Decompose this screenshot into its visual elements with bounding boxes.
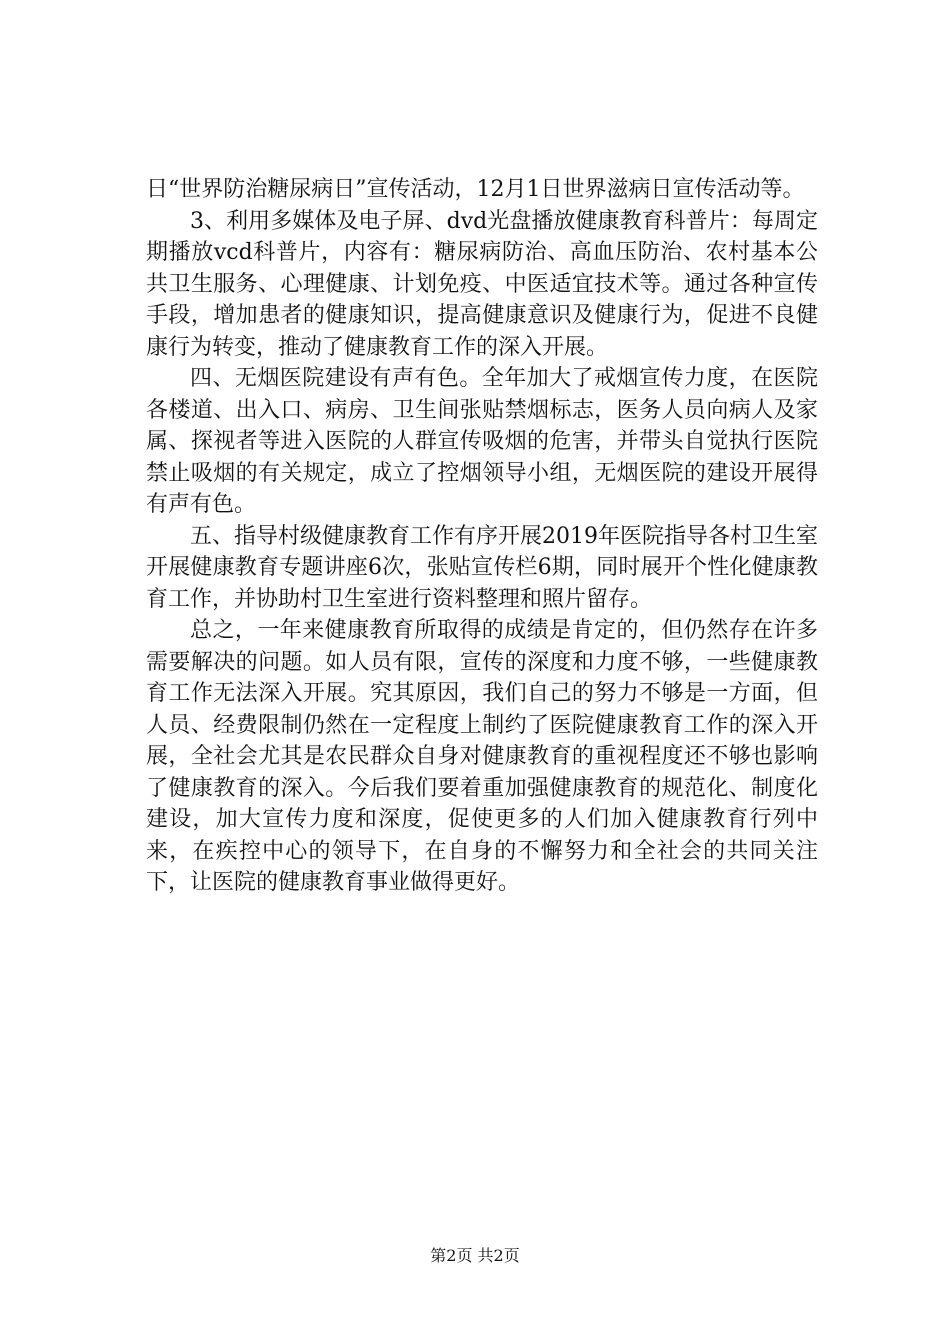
document-body (146, 174, 818, 899)
paragraph-5: 总之，一年来健康教育所取得的成绩是肯定的，但仍然存在许多需要解决的问题。如人员有限，宣传的深度和力度不够，一些健康教育工作无法深入开展。究其原因，我们自己的努力不够是一方面，但人员、经费限制仍然在一定程度上制约了医院健康教育工作的深入开展，全社会尤其是农民群众自身对健康教育的重视程度还不够也影响了健康教育的深入。今后我们要着重加强健康教育的规范化、制度化建设，加大宣传力度和深度，促使更多的人们加入健康教育行列中来，在疾控中心的领导下，在自身的不懈努力和全社会的共同关注下，让医院的健康教育事业做得更好。 (146, 618, 818, 895)
paragraph-1: 日“世界防治糖尿病日”宣传活动，12月1日世界滋病日宣传活动等。 (146, 177, 805, 202)
paragraph-2: 3、利用多媒体及电子屏、dvd光盘播放健康教育科普片：每周定期播放vcd科普片，内容有：糖尿病防治、高血压防治、农村基本公共卫生服务、心理健康、计划免疫、中医适宜技术等。通过各种宣传手段，增加患者的健康知识，提高健康意识及健康行为，促进不良健康行为转变，推动了健康教育工作的深入开展。 (146, 208, 818, 360)
page-number-footer: 第2页 共2页 (430, 1246, 520, 1265)
paragraph-3: 四、无烟医院建设有声有色。全年加大了戒烟宣传力度，在医院各楼道、出入口、病房、卫生间张贴禁烟标志，医务人员向病人及家属、探视者等进入医院的人群宣传吸烟的危害，并带头自觉执行医院禁止吸烟的有关规定，成立了控烟领导小组，无烟医院的建设开展得有声有色。 (146, 366, 818, 517)
paragraph-4: 五、指导村级健康教育工作有序开展2019年医院指导各村卫生室开展健康教育专题讲座6次，张贴宣传栏6期，同时展开个性化健康教育工作，并协助村卫生室进行资料整理和照片留存。 (146, 523, 818, 612)
